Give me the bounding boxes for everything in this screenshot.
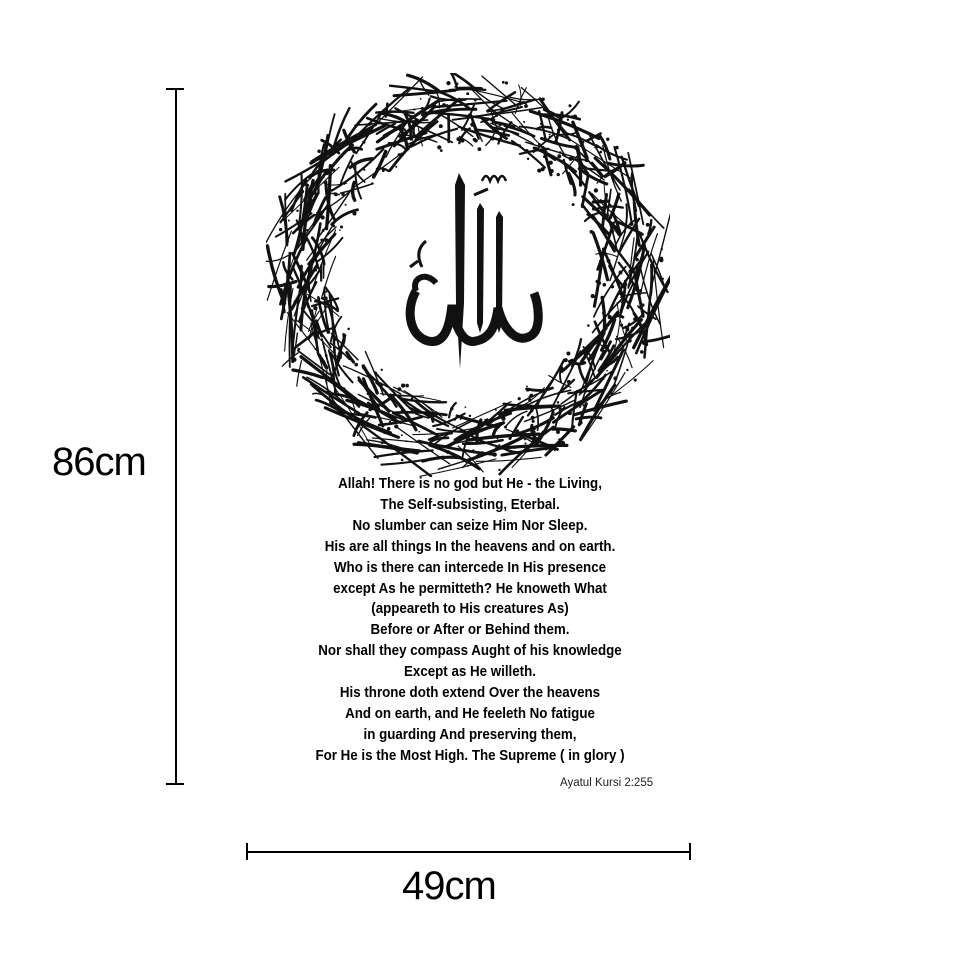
calligraphy-dot	[616, 357, 620, 361]
calligraphy-dot	[362, 140, 365, 143]
calligraphy-dot	[641, 303, 644, 306]
calligraphy-dot	[324, 238, 328, 242]
calligraphy-dot	[317, 150, 321, 154]
calligraphy-dot	[345, 204, 347, 206]
calligraphy-dot	[582, 404, 584, 406]
calligraphy-dot	[508, 437, 511, 440]
calligraphy-dot	[411, 397, 414, 400]
calligraphy-dot	[524, 442, 526, 444]
calligraphy-dot	[288, 220, 290, 222]
calligraphy-sweep	[466, 443, 482, 444]
calligraphy-dot	[375, 372, 377, 374]
calligraphy-dot	[640, 350, 644, 354]
calligraphy-dot	[558, 441, 562, 445]
calligraphy-dot	[610, 372, 613, 375]
calligraphy-dot	[498, 444, 500, 446]
calligraphy-dot	[545, 447, 548, 450]
calligraphy-dot	[557, 173, 560, 176]
calligraphy-dot	[498, 469, 500, 471]
calligraphy-dot	[608, 315, 612, 319]
calligraphy-dot	[550, 169, 554, 173]
calligraphy-dot	[533, 437, 537, 441]
calligraphy-dot	[454, 418, 456, 420]
calligraphy-dot	[420, 98, 422, 100]
calligraphy-dot	[529, 405, 533, 409]
verse-line: Before or After or Behind them.	[370, 622, 570, 639]
calligraphy-dot	[320, 239, 323, 242]
calligraphy-dot	[514, 447, 516, 449]
calligraphy-dot	[442, 103, 446, 107]
calligraphy-dot	[556, 430, 560, 434]
calligraphy-dot	[546, 161, 549, 164]
calligraphy-dot	[453, 404, 455, 406]
calligraphy-dot	[401, 409, 405, 413]
calligraphy-dot	[613, 376, 617, 380]
calligraphy-dot	[446, 81, 450, 85]
calligraphy-dot	[478, 147, 482, 151]
verse-line: His are all things In the heavens and on earth.	[324, 538, 616, 555]
verse-text	[268, 474, 673, 767]
calligraphy-dot	[298, 221, 302, 225]
calligraphy-dot	[439, 124, 443, 128]
calligraphy-dot	[486, 109, 489, 112]
calligraphy-dot	[321, 215, 325, 219]
verse-line: except As he permitteth? He knoweth What	[333, 580, 607, 597]
calligraphy-dot	[322, 231, 324, 233]
calligraphy-dot	[421, 107, 424, 110]
calligraphy-dot	[634, 271, 638, 275]
calligraphy-dot	[527, 158, 529, 160]
calligraphy-dot	[331, 308, 333, 310]
calligraphy-dot	[397, 387, 401, 391]
calligraphy-dot	[557, 154, 561, 158]
calligraphy-stroke	[459, 127, 520, 146]
calligraphy-dot	[525, 149, 529, 153]
calligraphy-dot	[540, 122, 543, 125]
calligraphy-dot	[635, 258, 639, 262]
calligraphy-dot	[324, 180, 328, 184]
calligraphy-dot	[558, 438, 560, 440]
calligraphy-dot	[565, 122, 567, 124]
calligraphy-dot	[628, 339, 632, 343]
calligraphy-dot	[549, 161, 553, 165]
calligraphy-dot	[472, 449, 474, 451]
calligraphy-dot	[524, 104, 528, 108]
calligraphy-dot	[594, 188, 598, 192]
calligraphy-dot	[456, 83, 458, 85]
calligraphy-dot	[642, 341, 646, 345]
calligraphy-dot	[405, 384, 409, 388]
calligraphy-dot	[347, 395, 351, 399]
calligraphy-dot	[532, 420, 535, 423]
calligraphy-dot	[461, 139, 465, 143]
calligraphy-dot	[401, 384, 405, 388]
calligraphy-dot	[308, 176, 311, 179]
calligraphy-dot	[628, 270, 632, 274]
calligraphy-dot	[330, 189, 333, 192]
calligraphy-dot	[495, 409, 497, 411]
calligraphy-dot	[530, 409, 533, 412]
calligraphy-dot	[526, 386, 528, 388]
calligraphy-dot	[367, 393, 369, 395]
calligraphy-dot	[383, 431, 386, 434]
calligraphy-stroke	[476, 457, 541, 461]
calligraphy-dot	[620, 324, 623, 327]
width-dimension-cap-left	[246, 843, 248, 860]
verse-citation: Ayatul Kursi 2:255	[560, 777, 654, 789]
calligraphy-dot	[606, 138, 609, 141]
calligraphy-dot	[505, 81, 508, 84]
calligraphy-stroke	[635, 274, 643, 316]
calligraphy-dot	[391, 394, 394, 397]
calligraphy-stroke	[297, 361, 302, 387]
calligraphy-dot	[294, 300, 297, 303]
calligraphy-dot	[502, 447, 505, 450]
calligraphy-dot	[460, 418, 462, 420]
calligraphy-dot	[600, 199, 602, 201]
calligraphy-dot	[340, 225, 343, 228]
calligraphy-dot	[470, 123, 474, 127]
calligraphy-dot	[413, 108, 415, 110]
calligraphy-dot	[534, 147, 537, 150]
calligraphy-dot	[592, 207, 595, 210]
calligraphy-dot	[637, 337, 640, 340]
calligraphy-dot	[597, 281, 601, 285]
calligraphy-dot	[418, 431, 420, 433]
calligraphy-dot	[306, 229, 309, 232]
calligraphy-dot	[566, 351, 570, 355]
calligraphy-dot	[660, 257, 663, 260]
calligraphy-stroke	[313, 393, 328, 397]
calligraphy-dot	[603, 212, 606, 215]
calligraphy-dot	[611, 285, 614, 288]
calligraphy-dot	[411, 139, 413, 141]
calligraphy-stroke	[527, 388, 553, 390]
calligraphy-dot	[292, 358, 296, 362]
calligraphy-dot	[646, 223, 650, 227]
calligraphy-dot	[497, 438, 499, 440]
calligraphy-dot	[316, 331, 318, 333]
calligraphy-dot	[607, 259, 611, 263]
calligraphy-medallion	[266, 73, 670, 477]
calligraphy-dot	[583, 352, 586, 355]
calligraphy-dot	[498, 138, 501, 141]
calligraphy-dot	[528, 396, 530, 398]
calligraphy-dot	[468, 113, 471, 116]
calligraphy-dot	[384, 440, 386, 442]
calligraphy-dot	[602, 312, 605, 315]
calligraphy-dot	[394, 424, 398, 428]
calligraphy-dot	[533, 441, 536, 444]
calligraphy-dot	[389, 421, 391, 423]
verse-line: And on earth, and He feeleth No fatigue	[345, 705, 595, 722]
calligraphy-dot	[446, 450, 450, 454]
calligraphy-dot	[341, 193, 345, 197]
calligraphy-dot	[484, 419, 486, 421]
calligraphy-dot	[368, 123, 371, 126]
calligraphy-dot	[395, 166, 397, 168]
calligraphy-dot	[567, 119, 569, 121]
calligraphy-dot	[333, 225, 335, 227]
calligraphy-dot	[637, 267, 639, 269]
calligraphy-dot	[315, 269, 318, 272]
calligraphy-dot	[325, 291, 327, 293]
width-dimension-line	[247, 851, 690, 853]
calligraphy-dot	[297, 348, 300, 351]
calligraphy-dot	[559, 408, 563, 412]
calligraphy-dot	[296, 210, 299, 213]
calligraphy-dot	[504, 426, 507, 429]
calligraphy-dot	[639, 289, 642, 292]
calligraphy-dot	[557, 401, 560, 404]
verse-line: His throne doth extend Over the heavens	[339, 685, 601, 702]
calligraphy-dot	[559, 151, 562, 154]
calligraphy-dot	[467, 465, 469, 467]
calligraphy-dot	[473, 138, 476, 141]
calligraphy-dot	[401, 434, 403, 436]
calligraphy-dot	[551, 409, 554, 412]
calligraphy-dot	[332, 323, 334, 325]
calligraphy-dot	[573, 115, 577, 119]
verse-line: (appeareth to His creatures As)	[371, 601, 569, 618]
height-label: 86cm	[52, 440, 146, 484]
calligraphy-dot	[557, 129, 559, 131]
calligraphy-dot	[502, 81, 505, 84]
calligraphy-sweep	[651, 265, 652, 295]
calligraphy-dot	[437, 145, 441, 149]
calligraphy-dot	[549, 134, 551, 136]
calligraphy-stroke	[553, 429, 576, 431]
calligraphy-dot	[371, 182, 373, 184]
calligraphy-dot	[585, 378, 589, 382]
calligraphy-dot	[549, 136, 551, 138]
calligraphy-dot	[531, 416, 535, 420]
calligraphy-dot	[619, 271, 623, 275]
allah-calligraphy-icon	[410, 173, 538, 369]
calligraphy-dot	[313, 306, 317, 310]
calligraphy-sweep	[323, 260, 324, 278]
calligraphy-dot	[528, 398, 531, 401]
verse-line: Allah! There is no god but He - the Living,	[338, 476, 602, 492]
verse-line: Who is there can intercede In His presence	[333, 559, 607, 576]
calligraphy-sweep	[541, 150, 555, 159]
calligraphy-dot	[469, 415, 471, 417]
calligraphy-dot	[648, 318, 652, 322]
calligraphy-dot	[608, 204, 612, 208]
width-dimension-cap-right	[689, 843, 691, 860]
calligraphy-dot	[378, 117, 381, 120]
calligraphy-sweep	[288, 272, 290, 301]
height-dimension-cap-bottom	[166, 783, 184, 785]
calligraphy-dot	[661, 278, 663, 280]
calligraphy-dot	[387, 397, 390, 400]
calligraphy-dot	[316, 170, 320, 174]
calligraphy-dot	[493, 452, 497, 456]
calligraphy-dot	[401, 459, 404, 462]
verse-line: Nor shall they compass Aught of his knowledge	[318, 643, 622, 660]
calligraphy-dot	[363, 169, 365, 171]
calligraphy-dot	[543, 155, 546, 158]
calligraphy-dot	[633, 317, 636, 320]
calligraphy-dot	[606, 370, 608, 372]
calligraphy-dot	[587, 324, 590, 327]
verse-line: For He is the Most High. The Supreme ( in glory )	[315, 747, 625, 764]
calligraphy-dot	[398, 153, 401, 156]
height-dimension-cap-top	[166, 88, 184, 90]
calligraphy-dot	[491, 137, 495, 141]
verse-line: No slumber can seize Him Nor Sleep.	[352, 517, 588, 534]
calligraphy-dot	[325, 354, 328, 357]
calligraphy-dot	[629, 222, 633, 226]
calligraphy-dot	[381, 441, 384, 444]
calligraphy-dot	[559, 366, 563, 370]
calligraphy-dot	[283, 283, 286, 286]
calligraphy-dot	[381, 369, 383, 371]
calligraphy-sweep	[437, 109, 476, 112]
calligraphy-dot	[523, 121, 525, 123]
width-label: 49cm	[402, 864, 496, 908]
calligraphy-dot	[615, 167, 618, 170]
calligraphy-dot	[661, 248, 663, 250]
calligraphy-dot	[568, 411, 572, 415]
calligraphy-dot	[570, 181, 574, 185]
calligraphy-dot	[314, 348, 316, 350]
calligraphy-dot	[518, 397, 521, 400]
calligraphy-dot	[594, 146, 596, 148]
calligraphy-dot	[405, 440, 407, 442]
verse-line: The Self-subsisting, Eterbal.	[380, 496, 560, 513]
calligraphy-dot	[354, 363, 358, 367]
calligraphy-dot	[630, 267, 633, 270]
verse-line: Except as He willeth.	[404, 664, 536, 681]
calligraphy-dot	[466, 92, 469, 95]
calligraphy-dot	[352, 211, 356, 215]
calligraphy-dot	[591, 294, 595, 298]
calligraphy-dot	[353, 138, 356, 141]
calligraphy-dot	[599, 260, 602, 263]
calligraphy-dot	[461, 434, 465, 438]
calligraphy-dot	[541, 98, 545, 102]
calligraphy-dot	[339, 229, 341, 231]
calligraphy-dot	[538, 143, 541, 146]
calligraphy-dot	[579, 421, 583, 425]
calligraphy-dot	[572, 203, 575, 206]
calligraphy-dot	[334, 192, 336, 194]
calligraphy-ring	[266, 73, 670, 476]
calligraphy-dot	[456, 137, 460, 141]
calligraphy-dot	[524, 438, 526, 440]
calligraphy-dot	[347, 328, 350, 331]
calligraphy-dot	[501, 416, 505, 420]
calligraphy-dot	[568, 104, 571, 107]
calligraphy-dot	[571, 115, 573, 117]
calligraphy-dot	[282, 215, 285, 218]
calligraphy-dot	[322, 297, 325, 300]
calligraphy-dot	[279, 228, 282, 231]
calligraphy-dot	[360, 132, 364, 136]
calligraphy-dot	[602, 283, 606, 287]
height-dimension-line	[175, 88, 177, 785]
calligraphy-dot	[569, 157, 573, 161]
calligraphy-stroke	[603, 361, 653, 402]
calligraphy-dot	[364, 442, 366, 444]
calligraphy-dot	[526, 388, 530, 392]
calligraphy-dot	[545, 137, 547, 139]
calligraphy-dot	[582, 141, 585, 144]
calligraphy-dot	[440, 149, 443, 152]
calligraphy-dot	[634, 379, 637, 382]
calligraphy-dot	[599, 151, 602, 154]
calligraphy-dot	[590, 230, 594, 234]
calligraphy-dot	[533, 430, 536, 433]
calligraphy-dot	[387, 427, 391, 431]
calligraphy-dot	[334, 338, 337, 341]
calligraphy-dot	[465, 406, 467, 408]
calligraphy-dot	[382, 169, 385, 172]
calligraphy-dot	[626, 369, 628, 371]
calligraphy-dot	[564, 358, 568, 362]
verse-line: in guarding And preserving them,	[363, 726, 577, 743]
calligraphy-dot	[537, 169, 541, 173]
calligraphy-dot	[615, 146, 619, 150]
calligraphy-dot	[343, 183, 345, 185]
calligraphy-dot	[583, 359, 585, 361]
calligraphy-stroke	[576, 417, 601, 419]
calligraphy-dot	[450, 407, 453, 410]
